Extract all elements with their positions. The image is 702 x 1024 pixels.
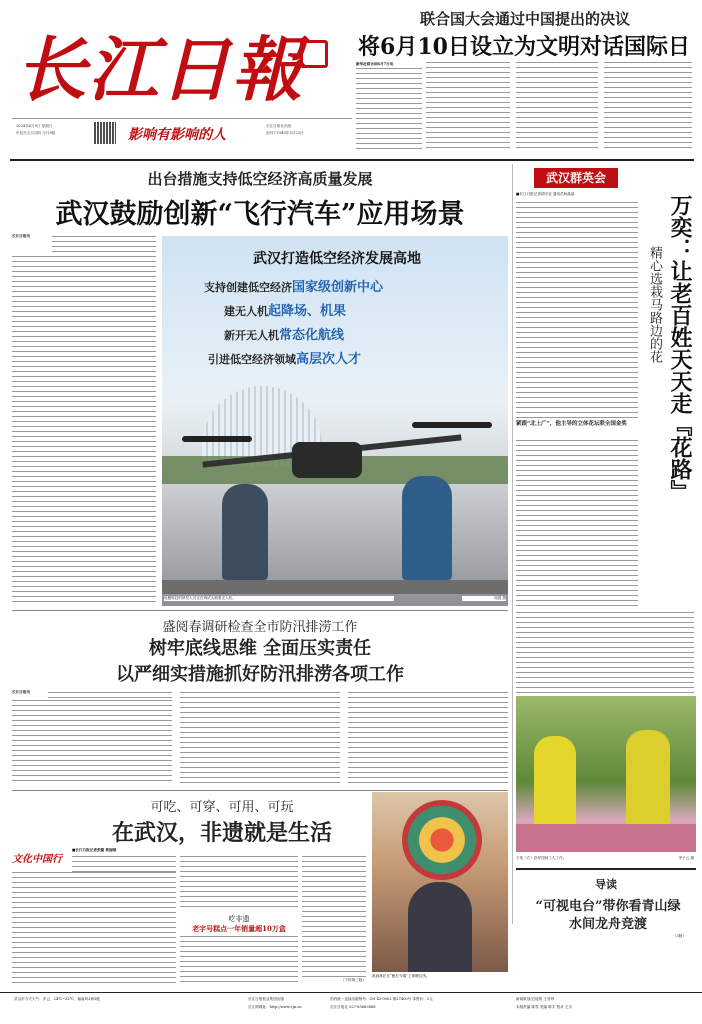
flood-headline-1: 树牢底线思维 全面压实责任 — [148, 638, 372, 659]
graphic-line-3: 新开无人机常态化航线 — [224, 328, 345, 343]
heritage-body-col1b — [12, 872, 176, 984]
heritage-sidebar-title: 老字号糕点一年销量超10万盒 — [192, 924, 286, 933]
publisher: 长江日报报业集团出版 — [248, 997, 284, 1001]
news-desk: 新闻策划/总值班 王晋炜 — [516, 997, 555, 1001]
website[interactable]: 长江网网址：http://www.cjn.cn — [248, 1005, 302, 1009]
graphic-line-4: 引进低空经济领域高层次人才 — [208, 352, 362, 367]
section-rule-3 — [12, 790, 508, 791]
drone-body — [292, 442, 362, 478]
engineer-left — [222, 484, 268, 580]
drone-rotor-left — [182, 436, 252, 442]
feature-body-col1b — [12, 256, 156, 606]
feature-body-col1 — [52, 236, 156, 256]
lead-body-col1 — [426, 62, 510, 150]
publisher-info: 长江日报社出版 — [266, 124, 292, 128]
weather: 武汉市今天天气：多云，24℃~32℃，偏南风2到3级 — [14, 997, 100, 1001]
heritage-photo — [372, 792, 508, 972]
lead-body-col4 — [604, 62, 692, 150]
feature-story — [12, 164, 508, 608]
heritage-byline: ■长江日报记者张璐 黄丽晴 — [72, 848, 117, 852]
heritage-sidebar-kicker: 吃非遗 — [228, 915, 250, 923]
flood-byline: 长江日报讯 — [12, 690, 30, 694]
heritage-body-col2b — [180, 936, 298, 984]
profile-photo-image — [516, 696, 696, 852]
graphic-line-1: 支持创建低空经济国家级创新中心 — [204, 280, 384, 295]
section-rule — [10, 159, 694, 161]
masthead-divider — [12, 118, 352, 119]
flood-kicker: 盛阅春调研检查全市防汛排涝工作 — [162, 620, 358, 635]
column-subhead: 紧跟“北上广”，他主导的立体花坛联全国金奖 — [516, 421, 627, 427]
lead-body-col3 — [516, 62, 598, 150]
flood-body-col1b — [12, 700, 172, 784]
graphic-line-2: 建无人机起降场、机果 — [224, 304, 347, 319]
column-rule-1 — [512, 164, 513, 924]
lead-body-col2 — [356, 68, 422, 150]
feature-photo-caption: 电鳗科技的研发人员正在调试大载重无人机。 — [164, 596, 394, 601]
column-headline-sub: 精心选栽马路边的花 — [647, 246, 662, 363]
flower-bed — [516, 824, 696, 852]
heritage-photo-caption: 姚画寡匠在“鲍长今端”上喷糖汉绣。 — [372, 974, 430, 978]
newspaper-logo: 长江日報 — [16, 28, 304, 111]
heritage-body-col1 — [72, 856, 176, 872]
feature-photo-credit: 周超 摄 — [462, 596, 506, 601]
graphic-title: 武汉打造低空经济发展高地 — [253, 251, 421, 267]
flood-body-col1 — [48, 692, 172, 700]
publication-date: 2024年6月9日 星期日 — [16, 124, 53, 128]
footer — [0, 992, 702, 1024]
feature-byline: 长江日报讯 — [12, 234, 30, 238]
section-rule-2 — [12, 610, 508, 611]
heritage-kicker: 可吃、可穿、可用、可玩 — [150, 800, 294, 815]
column-body-mid — [516, 440, 638, 608]
heritage-headline: 在武汉，非遗就是生活 — [111, 820, 332, 846]
drone-rotor-right — [412, 422, 492, 428]
preview-title[interactable]: “可视电台”带你看青山绿水间龙舟竞渡 — [535, 899, 681, 932]
engineer-right — [402, 476, 452, 580]
feature-headline: 武汉鼓励创新“飞行汽车”应用场景 — [55, 199, 465, 230]
embroidery-fan — [402, 800, 482, 880]
logo-stamp-icon — [300, 40, 328, 68]
lunar-date: 甲辰年五月初四 今日8版 — [16, 131, 56, 135]
artisan-figure — [408, 882, 472, 972]
flood-body-col3 — [348, 692, 508, 784]
lead-headline: 将6月10日设立为文明对话国际日 — [358, 34, 690, 60]
feature-graphic — [162, 236, 508, 606]
preview-label: 导读 — [595, 878, 617, 891]
heritage-story — [12, 792, 508, 988]
preview-box[interactable] — [516, 868, 696, 980]
qr-code-icon — [94, 122, 116, 144]
editors: 本版责编 陈雪 美编 陈宇 校对 王川 — [516, 1005, 573, 1009]
lead-byline: 新华社联合国6月7日电 — [356, 62, 394, 66]
heritage-body-col4 — [302, 856, 366, 978]
publication-codes: 国内统一连续出版物号：CN 42-0002 第27400号 零售价：2元 — [330, 997, 433, 1001]
profile-photo-credit: 李子云 摄 — [678, 856, 694, 860]
lead-story — [352, 0, 698, 160]
column-body-top — [516, 202, 638, 418]
ground — [162, 580, 508, 594]
flood-headline-2: 以严细实措施抓好防汛排涝各项工作 — [116, 664, 404, 685]
preview-page: （3版） — [672, 934, 686, 938]
lead-kicker: 联合国大会通过中国提出的决议 — [419, 10, 630, 28]
flood-body-col2 — [180, 692, 340, 784]
feature-kicker: 出台措施支持低空经济高质量发展 — [147, 170, 373, 188]
flood-story — [12, 612, 508, 788]
phone: 长江日报社 027-85685888 — [330, 1005, 376, 1009]
heritage-body-col2 — [180, 856, 298, 910]
column-byline: ■长江日报记者胡平亚 通讯员杨晶晶 — [516, 192, 575, 196]
founding-info: 创刊于1949年5月23日 — [266, 131, 304, 135]
column-headline-main: 万奕：让老百姓天天走『花路』 — [667, 194, 693, 502]
heritage-logo: 文化中国行 — [12, 854, 62, 865]
heritage-continued: （下转第三版） — [340, 978, 366, 982]
profile-photo-caption: 万奕（右）指导园林工人工作。 — [516, 856, 567, 860]
column-badge: 武汉群英会 — [534, 168, 618, 188]
slogan: 影响有影响的人 — [128, 127, 226, 143]
